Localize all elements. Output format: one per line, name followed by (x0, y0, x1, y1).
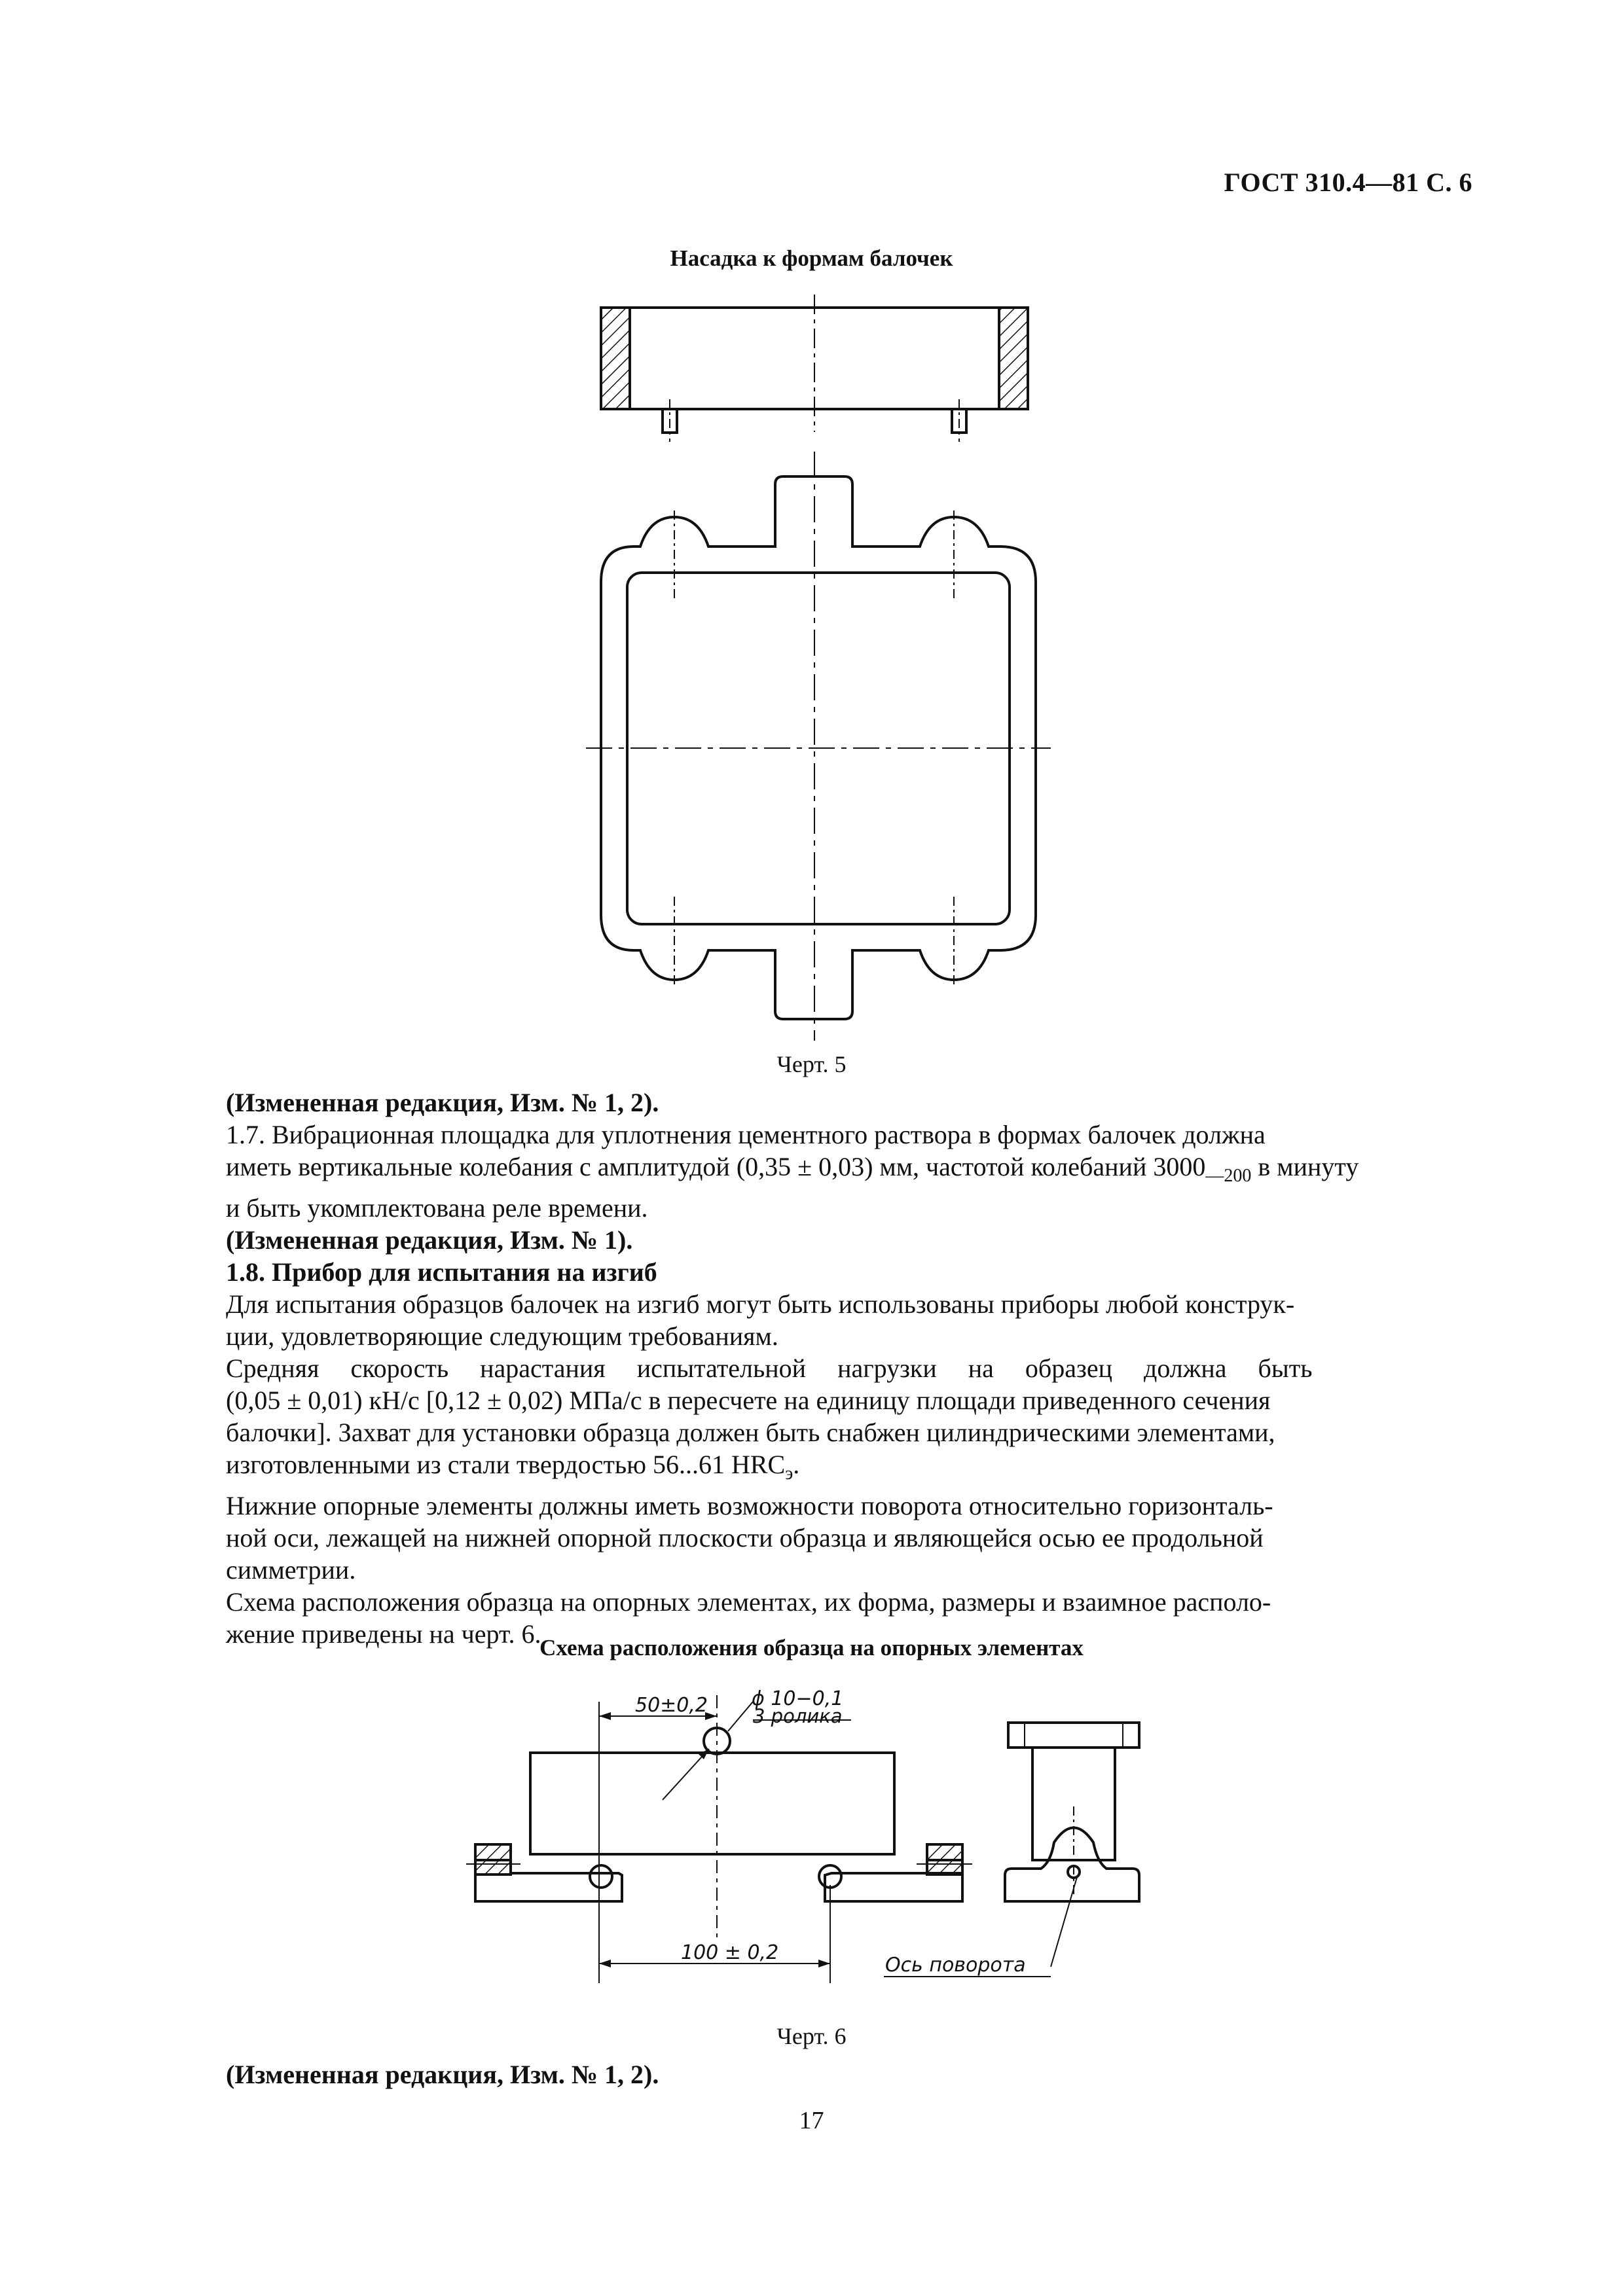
p18a-line2: ции, удовлетворяющие следующим требованиям. (226, 1321, 778, 1351)
figure-5-label: Черт. 5 (776, 1051, 847, 1077)
p18b-line2: (0,05 ± 0,01) кН/с [0,12 ± 0,02) МПа/с в пересчете на единицу площади приведенного сечения (226, 1386, 1271, 1415)
p17-line3: и быть укомплектована реле времени. (226, 1193, 648, 1223)
p18b-line3: балочки]. Захват для установки образца должен быть снабжен цилиндрическими элементами, (226, 1418, 1275, 1447)
p18b-line4a: изготовленными из стали твердостью 56...61 HRC (226, 1450, 786, 1479)
p18c-line1: Нижние опорные элементы должны иметь возможности поворота относительно горизонталь- (226, 1491, 1273, 1520)
p17-line2b: в минуту (1251, 1152, 1359, 1181)
figure-6-title: Схема расположения образца на опорных элементах (539, 1635, 1084, 1660)
dimension-50: 50±0,2 (635, 1694, 708, 1717)
page-header: ГОСТ 310.4—81 С. 6 (1224, 168, 1472, 197)
p17-line2a: иметь вертикальные колебания с амплитудой (0,35 ± 0,03) мм, частотой колебаний 3000 (226, 1152, 1206, 1181)
section-1-8-title: 1.8. Прибор для испытания на изгиб (226, 1257, 657, 1287)
p18c-line2: ной оси, лежащей на нижней опорной плоскости образца и являющейся осью ее продольной (226, 1523, 1264, 1552)
p17-line1: 1.7. Вибрационная площадка для уплотнения цементного раствора в формах балочек должна (226, 1120, 1266, 1149)
figure-6-scheme (466, 1695, 1139, 1983)
paragraph-1-8-b (226, 1352, 1473, 1490)
dimension-diameter: ϕ 10−0,1 (752, 1687, 844, 1710)
dimension-rollers: 3 ролика (753, 1705, 843, 1727)
p18d-line2: жение приведены на черт. 6. (226, 1619, 541, 1649)
figure-5-plan-view (586, 452, 1051, 1041)
p17-line2-sub: —200 (1205, 1166, 1252, 1186)
amendment-note-3: (Измененная редакция, Изм. № 1, 2). (226, 2060, 659, 2089)
paragraph-1-7 (226, 1119, 1473, 1224)
page-number: 17 (799, 2107, 824, 2134)
paragraph-1-8-c (226, 1490, 1473, 1586)
p18a-line1: Для испытания образцов балочек на изгиб могут быть использованы приборы любой конструк- (226, 1289, 1295, 1319)
axis-of-rotation-label: Ось поворота (885, 1954, 1026, 1977)
figure-5-title: Насадка к формам балочек (670, 245, 953, 271)
amendment-note-2: (Измененная редакция, Изм. № 1). (226, 1225, 633, 1255)
dimension-100: 100 ± 0,2 (681, 1941, 779, 1964)
p18b-line4b: . (793, 1450, 800, 1479)
amendment-note-1: (Измененная редакция, Изм. № 1, 2). (226, 1088, 659, 1117)
p18b-line4-sub: э (785, 1463, 793, 1484)
figure-6-label: Черт. 6 (776, 2023, 847, 2049)
paragraph-1-8-a (226, 1288, 1473, 1352)
main-text (226, 1086, 1473, 1650)
p18b-line1: Средняя скорость нарастания испытательной нагрузки на образец должна быть (226, 1354, 1313, 1383)
p18d-line1: Схема расположения образца на опорных элементах, их форма, размеры и взаимное располо- (226, 1587, 1271, 1617)
figure-5-side-view (601, 295, 1028, 442)
p18c-line3: симметрии. (226, 1555, 356, 1585)
